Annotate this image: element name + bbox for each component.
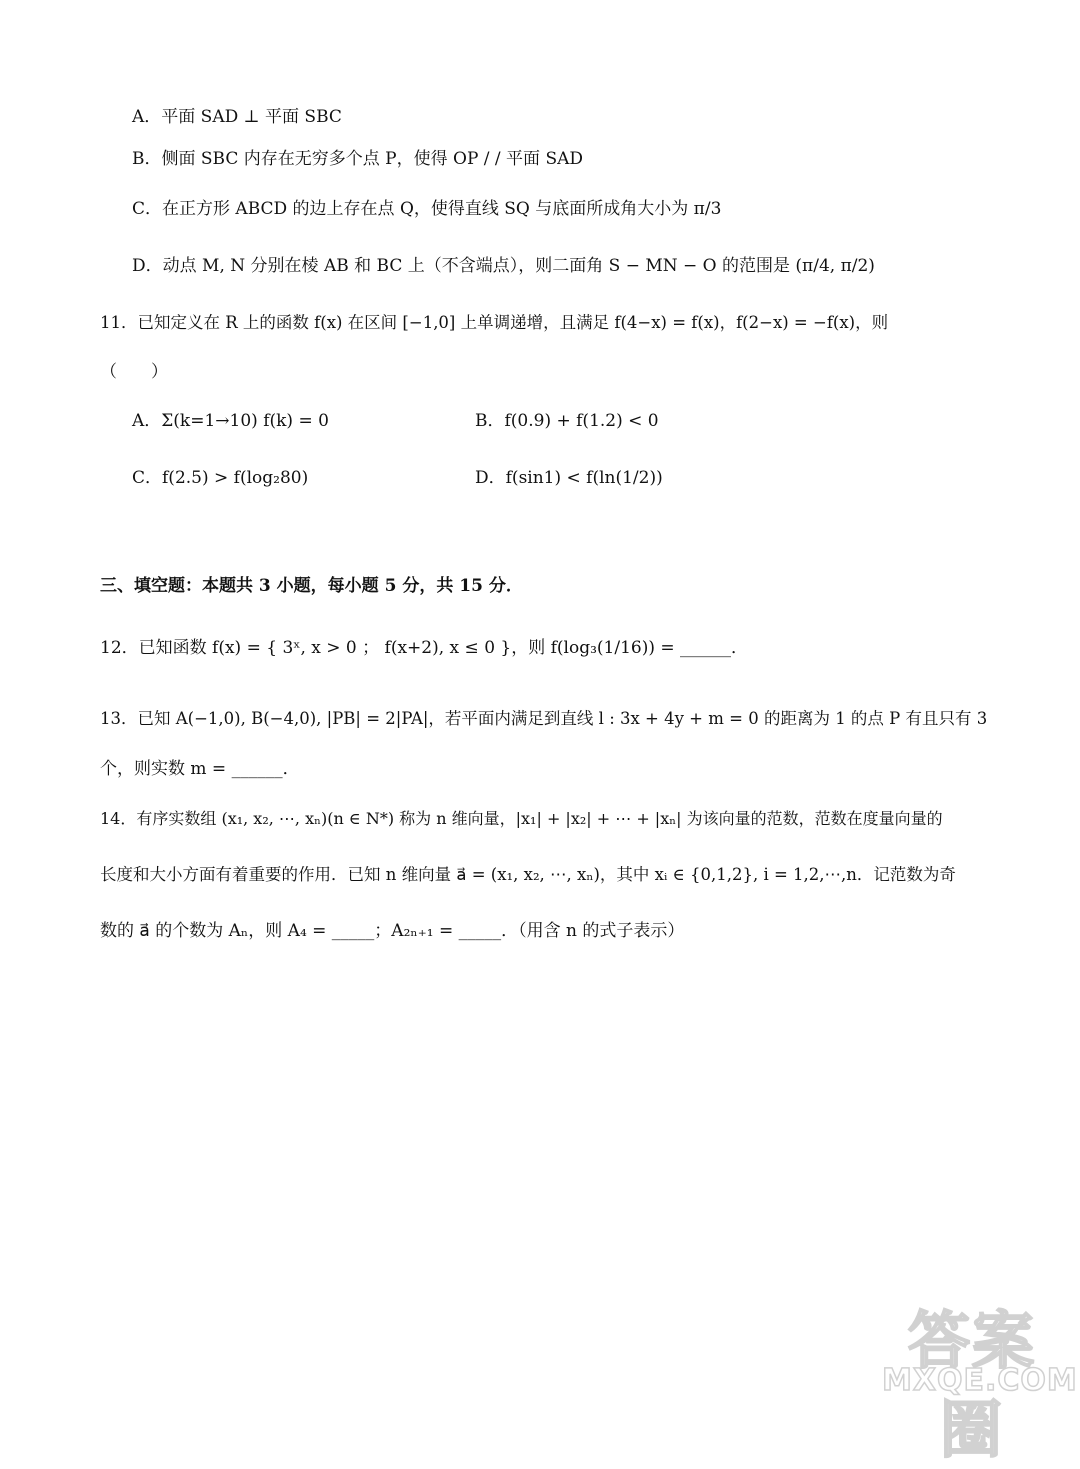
option-label: A．: [132, 411, 162, 431]
option-text: f(2.5) > f(log₂80): [162, 468, 309, 488]
q11-option-d: [475, 470, 663, 487]
watermark-logo: [882, 1291, 1078, 1466]
q10-option-a: [132, 109, 342, 126]
question-text: 长度和大小方面有着重要的作用．已知 n 维向量 a⃗ = (x₁, x₂, ⋯, xₙ)，其中 xᵢ ∈ {0,1,2}, i = 1,2,⋯,n．记范数为奇: [100, 865, 956, 884]
option-label: A．: [132, 107, 162, 127]
option-label: B．: [475, 411, 505, 431]
option-text: Σ(k=1→10) f(k) = 0: [161, 411, 329, 431]
option-text: f(0.9) + f(1.2) < 0: [504, 411, 659, 431]
q11-option-b: [475, 413, 659, 430]
option-label: B．: [132, 149, 162, 169]
q11-answer-paren: [100, 364, 168, 381]
question-text: 个，则实数 m = ______．: [100, 759, 300, 779]
q11-stem: [100, 315, 888, 332]
watermark-main-text: 答案圈: [907, 1304, 1036, 1466]
option-label: C．: [132, 199, 163, 219]
question-text: 数的 a⃗ 的个数为 Aₙ，则 A₄ = _____；A₂ₙ₊₁ = _____．（用含 n 的式子表示）: [100, 921, 685, 941]
question-text: 14．有序实数组 (x₁, x₂, ⋯, xₙ)(n ∈ N*) 称为 n 维向量，|x₁| + |x₂| + ⋯ + |xₙ| 为该向量的范数，范数在度量向量的: [100, 809, 943, 828]
option-text: 动点 M, N 分别在棱 AB 和 BC 上（不含端点），则二面角 S − MN − O 的范围是 (π/4, π/2): [162, 256, 875, 276]
watermark-site-text: MXQE.COM: [882, 1363, 1078, 1398]
q12: [100, 640, 748, 657]
option-text: 侧面 SBC 内存在无穷多个点 P，使得 OP / / 平面 SAD: [161, 149, 584, 169]
answer-paren: （ ）: [100, 362, 168, 382]
q10-option-c: [132, 201, 721, 218]
question-text: 12．已知函数 f(x) = { 3ˣ, x > 0 ； f(x+2), x ≤ 0 }，则 f(log₃(1/16)) = ______．: [100, 638, 749, 658]
option-label: D．: [132, 256, 163, 276]
q13-line-1: [100, 711, 987, 728]
section-title: 三、填空题：本题共 3 小题，每小题 5 分，共 15 分．: [100, 576, 523, 596]
option-label: C．: [132, 468, 163, 488]
q10-option-d: [132, 258, 875, 275]
q13-line-2: [100, 761, 300, 778]
q11-option-a: [132, 413, 329, 430]
question-text: 11．已知定义在 R 上的函数 f(x) 在区间 [−1,0] 上单调递增，且满足 f(4−x) = f(x)，f(2−x) = −f(x)，则: [100, 313, 889, 332]
question-text: 13．已知 A(−1,0), B(−4,0), |PB| = 2|PA|，若平面内满足到直线 l : 3x + 4y + m = 0 的距离为 1 的点 P 有且只有 3: [100, 709, 988, 728]
q11-option-c: [132, 470, 308, 487]
option-text: 在正方形 ABCD 的边上存在点 Q，使得直线 SQ 与底面所成角大小为 π/3: [162, 199, 722, 219]
option-text: 平面 SAD ⊥ 平面 SBC: [161, 107, 342, 127]
q10-option-b: [132, 151, 583, 168]
option-text: f(sin1) < f(ln(1/2)): [505, 468, 663, 488]
q14-line-1: [100, 811, 943, 827]
q14-line-3: [100, 923, 684, 940]
q14-line-2: [100, 867, 956, 884]
option-label: D．: [475, 468, 506, 488]
